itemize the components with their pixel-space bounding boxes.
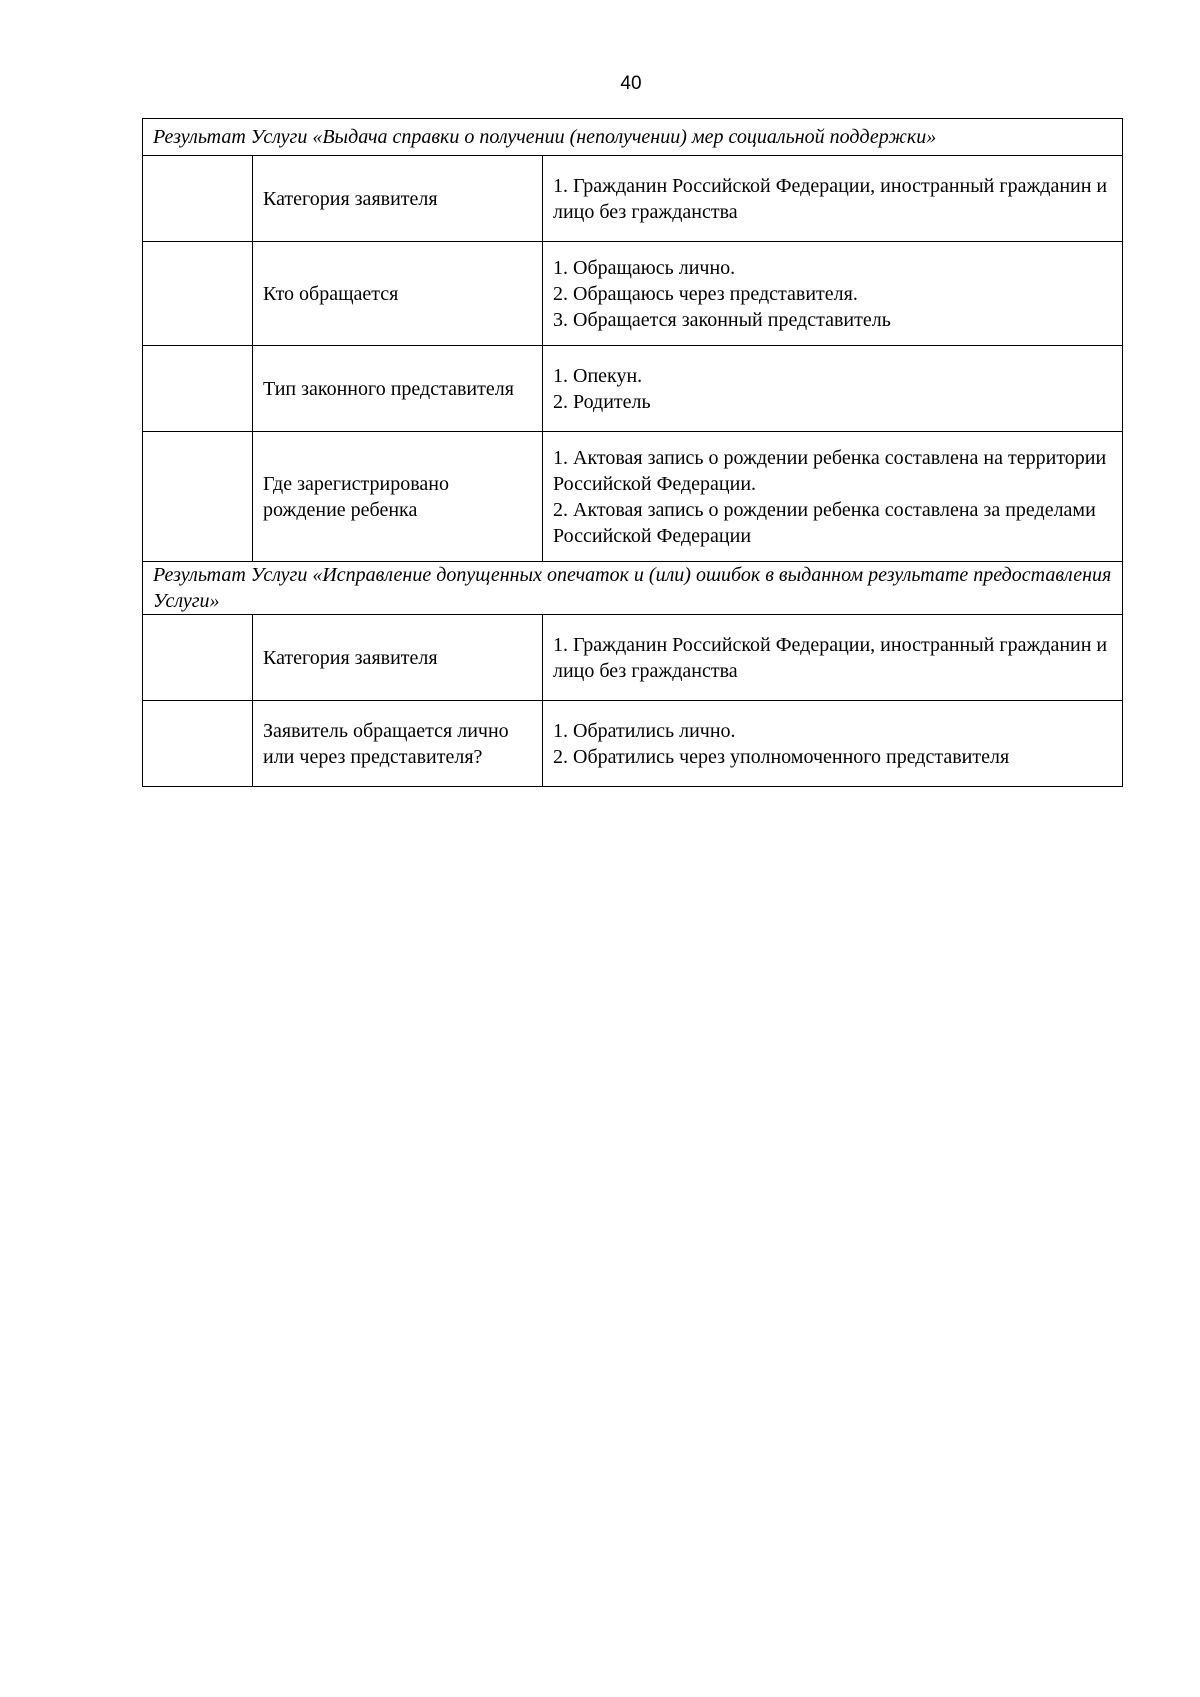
empty-cell (143, 615, 253, 701)
section-title: Результат Услуги «Выдача справки о получении (неполучении) мер социальной поддержки» (143, 119, 1123, 156)
option-item: 1. Обратились лично. (553, 719, 736, 742)
section-header-row (143, 562, 1123, 615)
option-item: 1. Гражданин Российской Федерации, иностранный гражданин и лицо без гражданства (553, 174, 1108, 223)
option-item: 3. Обращается законный представитель (553, 308, 891, 331)
option-item: 1. Гражданин Российской Федерации, иностранный гражданин и лицо без гражданства (553, 633, 1108, 682)
option-item: 1. Актовая запись о рождении ребенка составлена на территории Российской Федерации. (553, 446, 1107, 495)
table-row (143, 615, 1123, 701)
option-item: 2. Актовая запись о рождении ребенка составлена за пределами Российской Федерации (553, 498, 1096, 547)
section-title: Результат Услуги «Исправление допущенных опечаток и (или) ошибок в выданном результате предоставления Услуги» (143, 562, 1123, 615)
criterion-options (543, 156, 1123, 242)
criterion-options (543, 701, 1123, 787)
table-row (143, 242, 1123, 346)
table-row (143, 346, 1123, 432)
option-item: 2. Родитель (553, 390, 651, 413)
table-row (143, 701, 1123, 787)
criterion-options (543, 242, 1123, 346)
criterion-label: Категория заявителя (253, 156, 543, 242)
option-item: 2. Обращаюсь через представителя. (553, 282, 858, 305)
empty-cell (143, 346, 253, 432)
page-number: 40 (620, 73, 642, 94)
criterion-label: Где зарегистрировано рождение ребенка (253, 432, 543, 562)
option-item: 1. Обращаюсь лично. (553, 256, 736, 279)
empty-cell (143, 432, 253, 562)
criterion-options (543, 615, 1123, 701)
criterion-label: Кто обращается (253, 242, 543, 346)
empty-cell (143, 701, 253, 787)
section-header-row (143, 119, 1123, 156)
service-criteria-table (142, 118, 1123, 787)
criterion-label: Заявитель обращается лично или через представителя? (253, 701, 543, 787)
table-row (143, 432, 1123, 562)
option-item: 1. Опекун. (553, 364, 643, 387)
empty-cell (143, 242, 253, 346)
criterion-options (543, 432, 1123, 562)
option-item: 2. Обратились через уполномоченного представителя (553, 745, 1010, 768)
table-row (143, 156, 1123, 242)
empty-cell (143, 156, 253, 242)
criterion-label: Тип законного представителя (253, 346, 543, 432)
criterion-options (543, 346, 1123, 432)
criterion-label: Категория заявителя (253, 615, 543, 701)
